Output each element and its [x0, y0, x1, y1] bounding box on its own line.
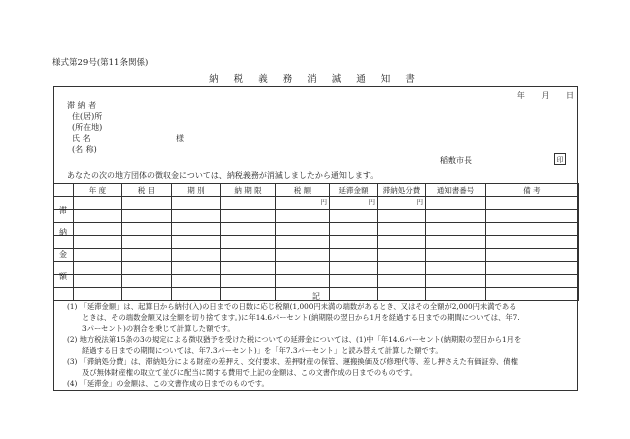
table-row	[54, 223, 579, 236]
table-cell	[378, 236, 426, 249]
table-cell	[486, 210, 579, 223]
table-cell	[486, 262, 579, 275]
table-cell	[378, 288, 426, 301]
table-cell	[276, 249, 330, 262]
table-cell	[74, 223, 122, 236]
table-cell	[330, 288, 378, 301]
table-cell	[330, 249, 378, 262]
table-cell	[330, 262, 378, 275]
table-cell	[426, 288, 486, 301]
table-cell	[486, 275, 579, 288]
table-cell	[122, 275, 172, 288]
note-2-line-1: (2) 地方税法第15条の3の規定による徴収猶予を受けた税についての延滞金については、(1)中「年14.6パーセント(納期限の翌日から1月を	[67, 335, 522, 344]
table-cell	[221, 236, 276, 249]
side-char-2: 納	[59, 228, 67, 237]
table-cell	[74, 288, 122, 301]
table-cell	[221, 249, 276, 262]
table-cell	[74, 275, 122, 288]
table-cell	[426, 197, 486, 210]
delinquent-amount-side-label	[53, 195, 73, 290]
table-cell	[221, 288, 276, 301]
table-row	[54, 236, 579, 249]
table-cell	[221, 223, 276, 236]
table-cell	[378, 249, 426, 262]
table-cell	[172, 275, 221, 288]
header-due-date: 納 期 限	[221, 184, 276, 197]
table-cell	[426, 262, 486, 275]
table-cell	[221, 275, 276, 288]
table-cell	[486, 236, 579, 249]
table-cell	[486, 288, 579, 301]
table-cell	[276, 236, 330, 249]
table-row	[54, 210, 579, 223]
table-cell	[426, 210, 486, 223]
table-cell	[122, 197, 172, 210]
notes-heading: 記	[312, 292, 320, 301]
table-cell	[172, 210, 221, 223]
table-cell	[172, 249, 221, 262]
table-cell	[276, 275, 330, 288]
side-char-3: 金	[59, 250, 67, 259]
notice-text: あなたの次の地方団体の徴収金については、納税義務が消滅しましたから通知します。	[67, 171, 379, 180]
side-char-1: 滞	[59, 206, 67, 215]
note-1-line-2: ときは、その端数金額又は全額を切り捨てます。)に年14.6パーセント(納期限の翌日から1月を経過する日までの期間については、年7.	[82, 313, 520, 322]
table-cell	[172, 262, 221, 275]
table-cell	[276, 210, 330, 223]
seal-box: 印	[554, 153, 566, 165]
company-name-label: (名 称)	[72, 145, 97, 154]
table-cell	[221, 210, 276, 223]
name-label: 氏 名	[72, 134, 91, 143]
table-cell	[426, 249, 486, 262]
tax-amount-unit: 円	[276, 197, 330, 210]
table-cell	[330, 223, 378, 236]
table-row	[54, 275, 579, 288]
table-cell	[74, 210, 122, 223]
table-cell	[378, 223, 426, 236]
table-cell	[330, 210, 378, 223]
disposition-cost-unit: 円	[378, 197, 426, 210]
table-cell	[221, 197, 276, 210]
side-char-4: 額	[59, 272, 67, 281]
table-cell	[172, 223, 221, 236]
header-remarks: 備 考	[486, 184, 579, 197]
table-row	[54, 262, 579, 275]
table-cell	[276, 223, 330, 236]
note-1-line-1: (1) 「延滞金額」は、起算日から納付(入)の日までの日数に応じ税額(1,000円未満の端数があるとき、又はその全額が2,000円未満である	[67, 302, 517, 311]
taxpayer-label: 滞 納 者	[67, 101, 97, 110]
location-label: (所在地)	[72, 123, 103, 132]
table-cell	[74, 197, 122, 210]
table-cell	[122, 223, 172, 236]
table-cell	[486, 197, 579, 210]
header-tax-item: 税 目	[122, 184, 172, 197]
note-3-line-1: (3) 「滞納処分費」は、滞納処分による財産の差押え、交付要求、差押財産の保管、運搬換価及び修理代等、差し押さえた有価証券、債権	[67, 357, 518, 366]
table-cell	[426, 236, 486, 249]
table-cell	[378, 210, 426, 223]
address-label: 住(居)所	[72, 112, 103, 121]
table-cell	[122, 236, 172, 249]
table-cell	[74, 236, 122, 249]
table-cell	[122, 288, 172, 301]
table-header-row	[54, 184, 579, 197]
table-cell	[172, 288, 221, 301]
document-title: 納 税 義 務 消 滅 通 知 書	[209, 74, 421, 85]
table-cell	[74, 262, 122, 275]
issuer-name: 稲敷市長	[440, 156, 472, 165]
table-cell	[486, 223, 579, 236]
note-3-line-2: 及び無体財産権の取立て並びに配当に関する費用で上記の金額は、この文書作成の日までのものです。	[82, 368, 418, 377]
header-disposition-cost: 滞納処分費	[378, 184, 426, 197]
table-row	[54, 197, 579, 210]
table-cell	[330, 275, 378, 288]
header-late-fee: 延滞金額	[330, 184, 378, 197]
note-4: (4) 「延滞金」の金額は、この文書作成の日までのものです。	[67, 379, 269, 388]
table-cell	[276, 262, 330, 275]
table-cell	[486, 249, 579, 262]
table-cell	[426, 223, 486, 236]
table-cell	[426, 275, 486, 288]
table-cell	[276, 288, 330, 301]
form-number: 様式第29号(第11条関係)	[52, 58, 149, 68]
table-cell	[172, 197, 221, 210]
header-period: 期 別	[172, 184, 221, 197]
note-2-line-2: 経過する日までの期間については、年7.3パーセント)」を「年7.3パーセント」と読み替えて計算した額です。	[82, 346, 443, 355]
table-cell	[172, 236, 221, 249]
header-tax-amount: 税 額	[276, 184, 330, 197]
header-notice-number: 通知書番号	[426, 184, 486, 197]
table-cell	[122, 210, 172, 223]
issue-date: 年 月 日	[516, 91, 574, 100]
table-cell	[74, 249, 122, 262]
header-fiscal-year: 年 度	[74, 184, 122, 197]
table-cell	[221, 262, 276, 275]
table-cell	[122, 262, 172, 275]
table-cell	[122, 249, 172, 262]
late-fee-unit: 円	[330, 197, 378, 210]
table-cell	[378, 275, 426, 288]
honorific: 様	[176, 134, 184, 143]
tax-amount-table	[53, 183, 579, 301]
table-row	[54, 249, 579, 262]
note-1-line-3: 3パーセント)の割合を乗じて計算した額です。	[82, 324, 235, 333]
table-cell	[330, 236, 378, 249]
table-cell	[378, 262, 426, 275]
